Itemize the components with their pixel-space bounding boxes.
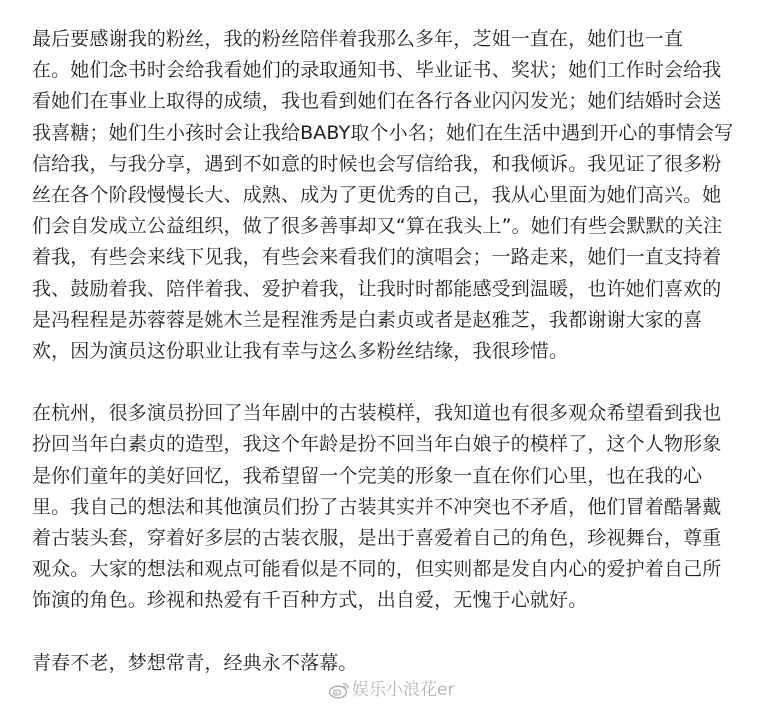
article-body <box>32 24 754 679</box>
text-line: 青春不老，梦想常青，经典永不落幕。 <box>32 651 358 674</box>
paragraph-fans <box>32 24 754 367</box>
text-line: 观众。大家的想法和观点可能看似是不同的，但实则都是发自内心的爱护着自己所 <box>32 558 722 581</box>
text-line: 我、鼓励着我、陪伴着我、爱护着我，让我时时都能感受到温暖，也许她们喜欢的 <box>32 277 722 300</box>
weibo-logo-icon <box>328 681 350 699</box>
text-line: 最后要感谢我的粉丝，我的粉丝陪伴着我那么多年，芝姐一直在，她们也一直 <box>32 28 684 50</box>
text-line: 饰演的角色。珍视和热爱有千百种方式，出自爱，无愧于心就好。 <box>32 589 588 612</box>
paragraph-closing <box>32 648 754 679</box>
text-line: 是你们童年的美好回忆，我希望留一个完美的形象一直在你们心里，也在我的心 <box>32 464 703 487</box>
text-line: 们会自发成立公益组织，做了很多善事却又“算在我头上”。她们有些会默默的关注 <box>32 215 723 238</box>
paragraph-hangzhou <box>32 398 754 616</box>
watermark-text: 娱乐小浪花er <box>352 680 455 700</box>
text-line: 欢，因为演员这份职业让我有幸与这么多粉丝结缘，我很珍惜。 <box>32 340 569 363</box>
text-line: 着我，有些会来线下见我，有些会来看我们的演唱会；一路走来，她们一直支持着 <box>32 246 722 269</box>
text-line: 着古装头套，穿着好多层的古装衣服，是出于喜爱着自己的角色，珍视舞台，尊重 <box>32 527 722 550</box>
text-line: 信给我，与我分享，遇到不如意的时候也会写信给我，和我倾诉。我见证了很多粉 <box>32 152 722 175</box>
text-line: 是冯程程是苏蓉蓉是姚木兰是程淮秀是白素贞或者是赵雅芝，我都谢谢大家的喜 <box>32 308 703 331</box>
text-line: 扮回当年白素贞的造型，我这个年龄是扮不回当年白娘子的模样了，这个人物形象 <box>32 433 722 456</box>
watermark <box>328 679 454 701</box>
text-line: 在杭州，很多演员扮回了当年剧中的古装模样，我知道也有很多观众希望看到我也 <box>32 402 722 425</box>
text-line: 丝在各个阶段慢慢长大、成熟、成为了更优秀的自己，我从心里面为她们高兴。她 <box>32 184 722 207</box>
text-line: 看她们在事业上取得的成绩，我也看到她们在各行各业闪闪发光；她们结婚时会送 <box>32 90 722 113</box>
text-line: 我喜糖；她们生小孩时会让我给BABY取个小名；她们在生活中遇到开心的事情会写 <box>32 121 734 144</box>
text-line: 在。她们念书时会给我看她们的录取通知书、毕业证书、奖状；她们工作时会给我 <box>32 59 722 82</box>
text-line: 里。我自己的想法和其他演员们扮了古装其实并不冲突也不矛盾，他们冒着酷暑戴 <box>32 495 722 518</box>
